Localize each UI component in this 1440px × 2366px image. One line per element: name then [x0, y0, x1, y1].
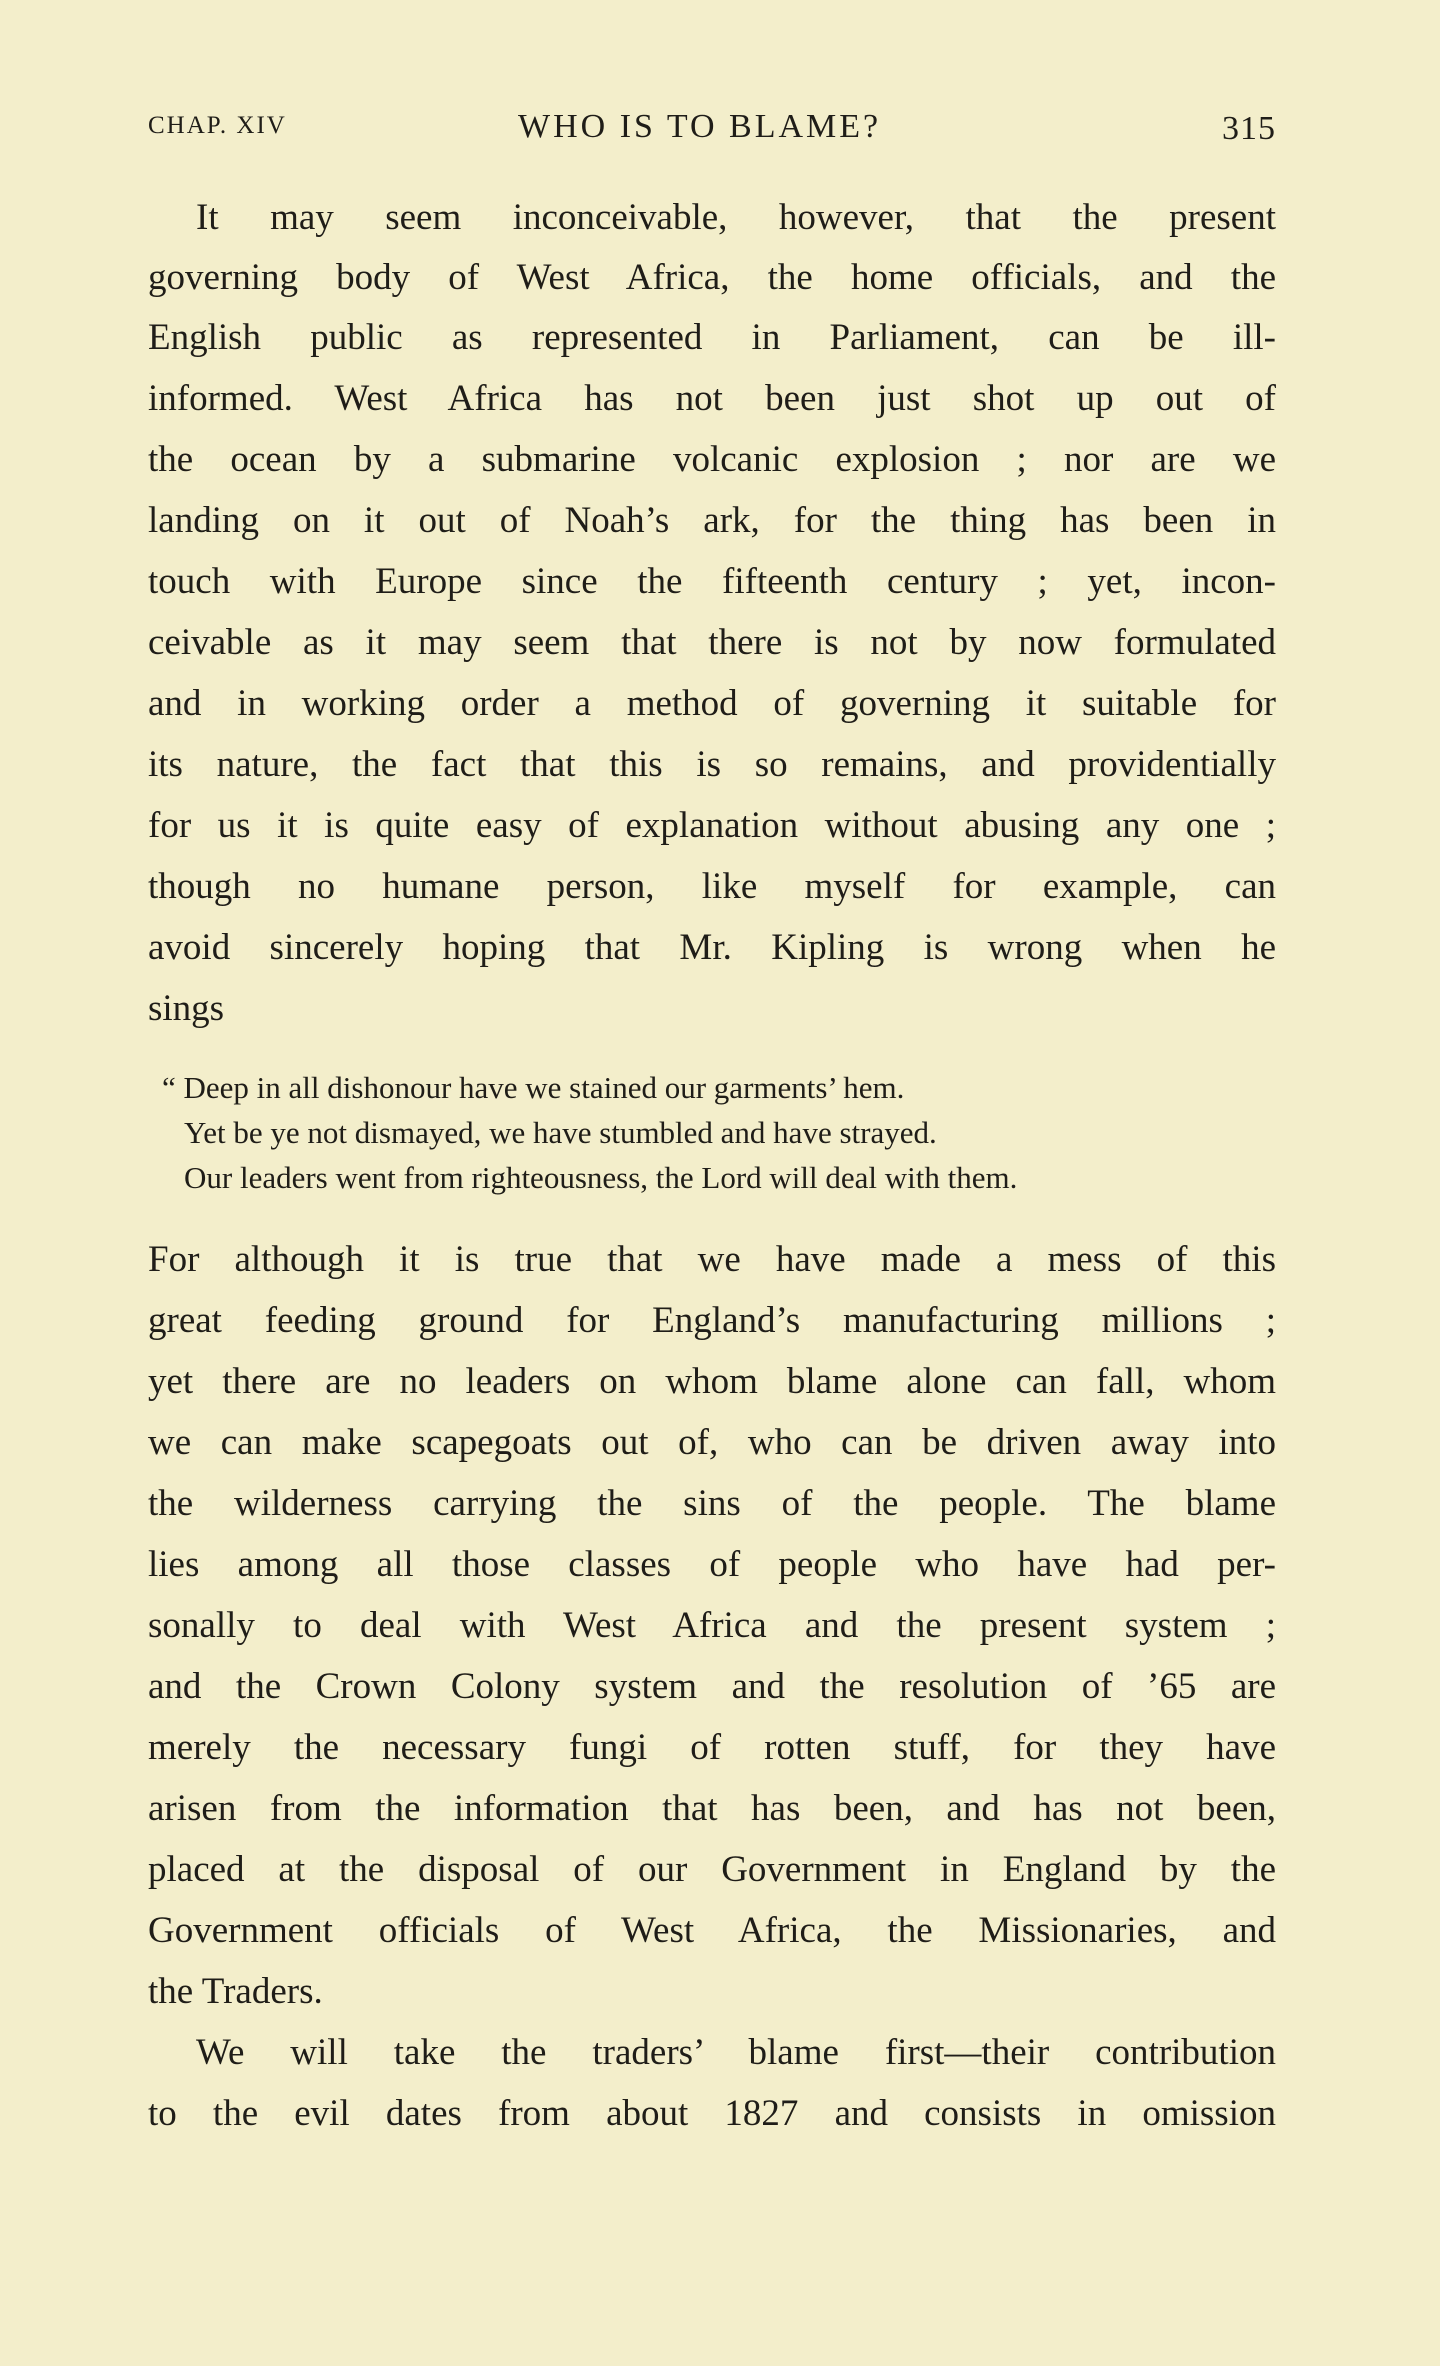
- text-line: governing body of West Africa, the home officials, and the: [148, 257, 1276, 298]
- running-head: [148, 108, 1276, 148]
- text-line: avoid sincerely hoping that Mr. Kipling is wrong when he: [148, 927, 1276, 968]
- text-line: touch with Europe since the fifteenth century ; yet, incon-: [148, 561, 1276, 602]
- running-title: WHO IS TO BLAME?: [518, 108, 882, 145]
- text-line: We will take the traders’ blame first—their contribution: [196, 2032, 1276, 2073]
- verse-line: “ Deep in all dishonour have we stained our garments’ hem.: [162, 1070, 905, 1105]
- text-line: landing on it out of Noah’s ark, for the thing has been in: [148, 500, 1276, 541]
- text-line: For although it is true that we have made a mess of this: [148, 1239, 1276, 1280]
- text-line: yet there are no leaders on whom blame alone can fall, whom: [148, 1361, 1276, 1402]
- text-line: for us it is quite easy of explanation without abusing any one ;: [148, 805, 1276, 846]
- text-line: lies among all those classes of people who have had per-: [148, 1544, 1276, 1585]
- verse-line: Our leaders went from righteousness, the Lord will deal with them.: [184, 1160, 1018, 1195]
- text-line: informed. West Africa has not been just shot up out of: [148, 378, 1276, 419]
- page-number: 315: [1222, 110, 1276, 147]
- text-line: the ocean by a submarine volcanic explosion ; nor are we: [148, 439, 1276, 480]
- text-line: to the evil dates from about 1827 and consists in omission: [148, 2093, 1276, 2134]
- text-line: Government officials of West Africa, the Missionaries, and: [148, 1910, 1276, 1951]
- verse-line: Yet be ye not dismayed, we have stumbled and have strayed.: [184, 1115, 937, 1150]
- chapter-label: CHAP. XIV: [148, 112, 287, 139]
- text-line: sings: [148, 988, 225, 1029]
- text-line: arisen from the information that has been, and has not been,: [148, 1788, 1276, 1829]
- text-line: though no humane person, like myself for example, can: [148, 866, 1276, 907]
- text-line: we can make scapegoats out of, who can be driven away into: [148, 1422, 1276, 1463]
- text-line: the Traders.: [148, 1971, 323, 2012]
- text-line: placed at the disposal of our Government in England by the: [148, 1849, 1276, 1890]
- text-line: sonally to deal with West Africa and the present system ;: [148, 1605, 1276, 1646]
- text-line: its nature, the fact that this is so remains, and providentially: [148, 744, 1276, 785]
- text-line: and the Crown Colony system and the resolution of ’65 are: [148, 1666, 1276, 1707]
- text-line: It may seem inconceivable, however, that the present: [196, 197, 1276, 238]
- text-line: ceivable as it may seem that there is not by now formulated: [148, 622, 1276, 663]
- text-line: the wilderness carrying the sins of the people. The blame: [148, 1483, 1276, 1524]
- text-line: English public as represented in Parliament, can be ill-: [148, 317, 1276, 358]
- text-line: and in working order a method of governing it suitable for: [148, 683, 1276, 724]
- text-line: merely the necessary fungi of rotten stuff, for they have: [148, 1727, 1276, 1768]
- text-line: great feeding ground for England’s manufacturing millions ;: [148, 1300, 1276, 1341]
